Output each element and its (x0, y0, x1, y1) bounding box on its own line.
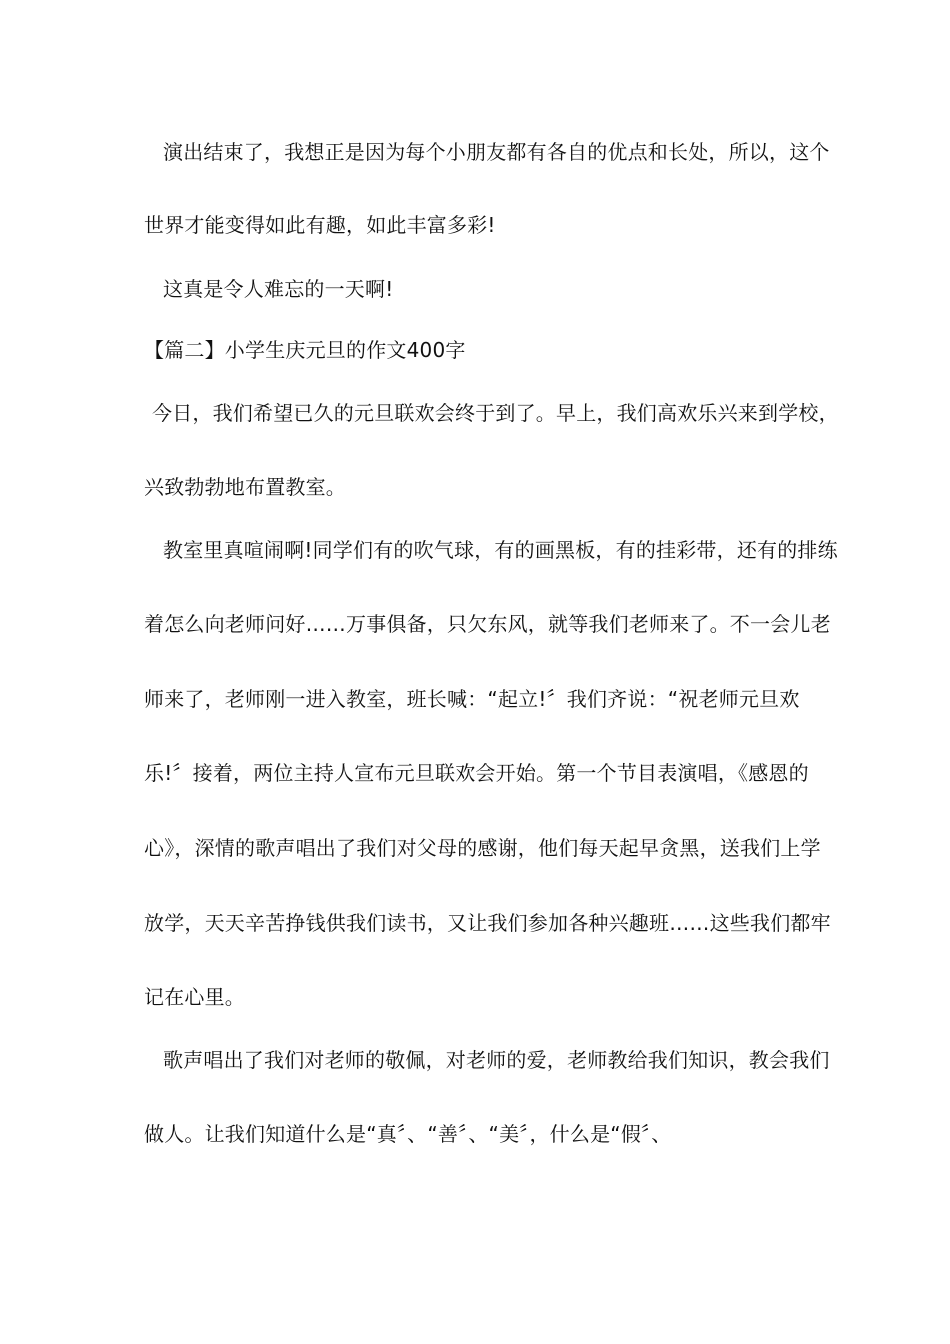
paragraph-line-10: 乐!〞接着，两位主持人宣布元旦联欢会开始。第一个节目表演唱，《感恩的 (144, 761, 809, 785)
paragraph-line-6: 兴致勃勃地布置教室。 (144, 475, 346, 499)
paragraph-line-5: 今日，我们希望已久的元旦联欢会终于到了。早上，我们高欢乐兴来到学校， (152, 401, 839, 425)
paragraph-line-9: 师来了，老师刚一进入教室，班长喊：“起立!〞我们齐说：“祝老师元旦欢 (144, 687, 800, 711)
paragraph-line-15: 做人。让我们知道什么是“真〞、“善〞、“美〞，什么是“假〞、 (144, 1122, 672, 1146)
section-heading: 【篇二】小学生庆元旦的作文400字 (144, 338, 466, 362)
paragraph-line-13: 记在心里。 (144, 985, 245, 1009)
paragraph-line-1: 演出结束了，我想正是因为每个小朋友都有各自的优点和长处，所以，这个 (163, 140, 830, 164)
paragraph-line-8: 着怎么向老师问好……万事俱备，只欠东风，就等我们老师来了。不一会儿老 (144, 612, 831, 636)
paragraph-line-2: 世界才能变得如此有趣，如此丰富多彩! (144, 213, 496, 237)
paragraph-line-7: 教室里真喧闹啊!同学们有的吹气球，有的画黑板，有的挂彩带，还有的排练 (163, 538, 838, 562)
paragraph-line-12: 放学，天天辛苦挣钱供我们读书，又让我们参加各种兴趣班……这些我们都牢 (144, 911, 831, 935)
paragraph-line-11: 心》，深情的歌声唱出了我们对父母的感谢，他们每天起早贪黑，送我们上学 (144, 836, 821, 860)
paragraph-line-14: 歌声唱出了我们对老师的敬佩，对老师的爱，老师教给我们知识，教会我们 (163, 1048, 830, 1072)
paragraph-line-3: 这真是令人难忘的一天啊! (163, 277, 394, 301)
